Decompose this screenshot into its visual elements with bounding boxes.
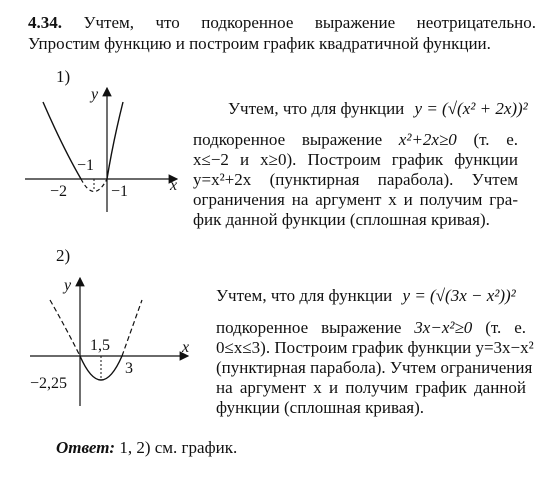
- part2-line1-a: подкоренное выражение: [216, 318, 402, 337]
- part1-line2: x≤−2 и x≥0). Построим график функции: [193, 150, 518, 169]
- problem-header: [28, 13, 536, 33]
- part2-x-axis-label: x: [182, 339, 190, 356]
- part1-y-axis-label: y: [91, 86, 99, 103]
- part1-line1-b: x²+2x≥0: [398, 130, 457, 149]
- answer-line: [56, 438, 237, 458]
- part1-label-neg2: −2: [50, 183, 68, 200]
- part2-lead-line: [216, 286, 516, 306]
- part1-label-neg1-y: −1: [77, 157, 95, 174]
- part1-line1-c: (т. е.: [473, 130, 518, 149]
- problem-intro-2: Упростим функцию и построим график квадратичной функции.: [28, 34, 491, 53]
- part2-line2: 0≤x≤3). Построим график функции y=3x−x²: [216, 338, 534, 357]
- part1-graph: [25, 80, 185, 220]
- part1-formula: y = (√(x² + 2x))²: [414, 99, 528, 118]
- problem-intro-1: Учтем, что подкоренное выражение неотрицательно.: [83, 13, 537, 32]
- part2-line1-b: 3x−x²≥0: [414, 318, 473, 337]
- part1-label: 1): [56, 67, 71, 86]
- part1-line1-a: подкоренное выражение: [193, 130, 383, 149]
- part1-label-neg1-x: −1: [111, 183, 129, 200]
- answer-label: Ответ:: [56, 438, 116, 457]
- part2-label: 2): [56, 246, 71, 265]
- part1-lead: Учтем, что для функции: [228, 99, 405, 118]
- part1-body: [193, 130, 518, 230]
- part1-line4: ограничения на аргумент x и получим гра-: [193, 190, 518, 209]
- part1-solid-left: [43, 102, 81, 179]
- part2-label-15: 1,5: [90, 337, 110, 354]
- part1-solid-right: [107, 102, 123, 179]
- part1-x-axis-label: x: [170, 177, 178, 194]
- part2-label-3: 3: [125, 360, 133, 377]
- part2-body: [216, 318, 534, 418]
- part2-lead: Учтем, что для функции: [216, 286, 393, 305]
- part2-dashed-right: [122, 300, 142, 356]
- part2-line4: на аргумент x и получим график данной: [216, 378, 526, 397]
- part1-line3: y=x²+2x (пунктирная парабола). Учтем: [193, 170, 518, 189]
- part2-dashed-left: [50, 300, 80, 356]
- part2-formula: y = (√(3x − x²))²: [402, 286, 516, 305]
- part2-line3: (пунктирная парабола). Учтем ограничения: [216, 358, 533, 377]
- part2-graph: [30, 272, 195, 412]
- part2-line5: функции (сплошная кривая).: [216, 398, 425, 417]
- part2-label-225: −2,25: [30, 375, 68, 392]
- part1-line5: фик данной функции (сплошная кривая).: [193, 210, 490, 229]
- problem-number: 4.34.: [28, 13, 62, 32]
- part2-line1-c: (т. е.: [485, 318, 526, 337]
- part1-lead-line: [228, 99, 528, 119]
- answer-text: 1, 2) см. график.: [119, 438, 238, 457]
- part2-y-axis-label: y: [64, 277, 72, 294]
